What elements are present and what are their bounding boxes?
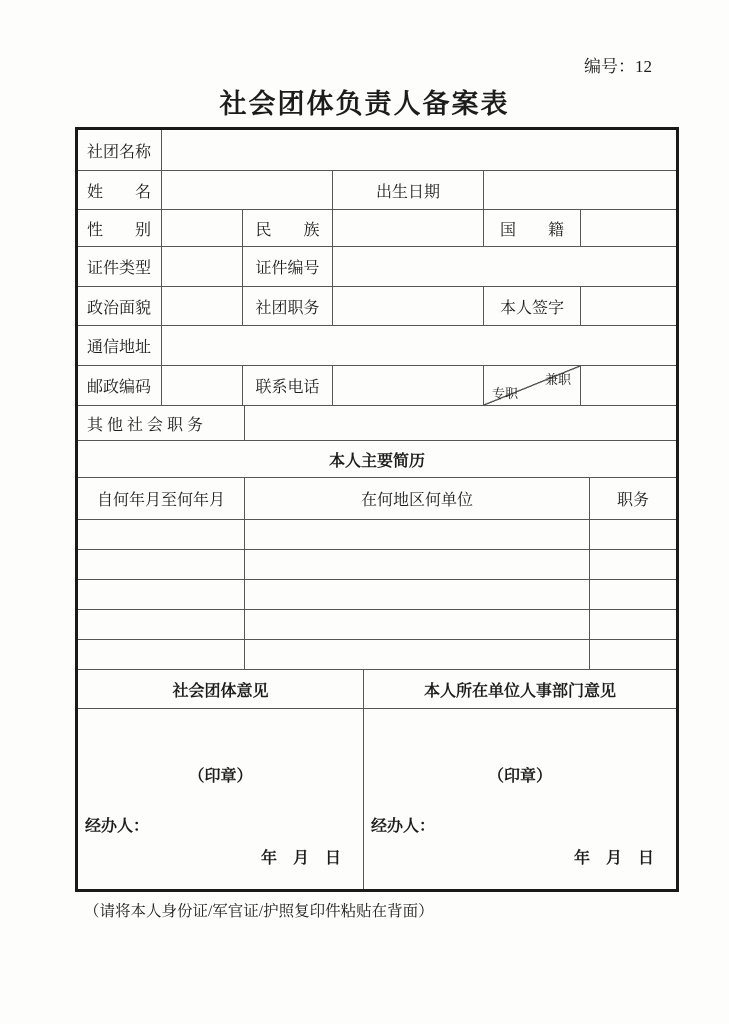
- full-time-label: 专职: [492, 386, 519, 401]
- resume-row: [78, 580, 676, 610]
- resume-position-cell: [590, 610, 676, 639]
- row-org-name: [78, 130, 676, 171]
- org-opinion-handler-label: 经办人：: [85, 818, 150, 835]
- ethnicity-value-cell: [333, 210, 484, 246]
- org-name-label: 社团名称: [78, 130, 162, 170]
- unit-hr-opinion-header: 本人所在单位人事部门意见: [423, 682, 616, 700]
- resume-period-cell: [78, 640, 245, 669]
- political-status-value-cell: [162, 287, 243, 325]
- nationality-label: 国 籍: [484, 210, 581, 246]
- form-title: 社会团体负责人备案表: [219, 89, 510, 119]
- doc-number: 编号：12: [584, 57, 652, 76]
- unit-hr-opinion-date-label: 年 月 日: [573, 850, 654, 867]
- row-other-positions: [78, 406, 676, 441]
- row-political-position-signature: [78, 287, 676, 326]
- resume-position-cell: [590, 580, 676, 609]
- nationality-value-cell: [581, 210, 676, 246]
- row-resume-headers: [78, 478, 676, 520]
- birth-date-label: 出生日期: [333, 171, 484, 209]
- resume-period-cell: [78, 580, 245, 609]
- resume-row: [78, 520, 676, 550]
- org-opinion-seal-label: （印章）: [188, 768, 253, 785]
- org-position-label: 社团职务: [243, 287, 333, 325]
- phone-label: 联系电话: [243, 366, 333, 405]
- row-opinion-bodies: [78, 709, 676, 889]
- postal-code-label: 邮政编码: [78, 366, 162, 405]
- unit-hr-opinion-seal-label: （印章）: [487, 768, 552, 785]
- org-opinion-date-label: 年 月 日: [260, 850, 341, 867]
- ethnicity-label: 民 族: [243, 210, 333, 246]
- resume-place-org-cell: [245, 580, 590, 609]
- resume-period-cell: [78, 550, 245, 579]
- resume-row: [78, 640, 676, 670]
- gender-value-cell: [162, 210, 243, 246]
- row-mailing-address: [78, 326, 676, 366]
- signature-label: 本人签字: [484, 287, 581, 325]
- footer-note: （请将本人身份证/军官证/护照复印件粘贴在背面）: [84, 903, 434, 920]
- id-number-label: 证件编号: [243, 247, 333, 286]
- unit-hr-opinion-handler-label: 经办人：: [371, 818, 436, 835]
- part-time-label: 兼职: [544, 372, 571, 387]
- name-label: 姓 名: [78, 171, 162, 209]
- resume-row: [78, 610, 676, 640]
- resume-period-cell: [78, 520, 245, 549]
- id-type-label: 证件类型: [78, 247, 162, 286]
- employment-type-diagonal-cell: [484, 366, 581, 405]
- resume-section-title: 本人主要简历: [328, 452, 425, 470]
- phone-value-cell: [333, 366, 484, 405]
- unit-hr-opinion-body-cell: [364, 709, 676, 889]
- id-type-value-cell: [162, 247, 243, 286]
- resume-row: [78, 550, 676, 580]
- row-name-birthdate: [78, 171, 676, 210]
- resume-place-org-cell: [245, 640, 590, 669]
- row-resume-title: [78, 441, 676, 478]
- resume-place-org-cell: [245, 520, 590, 549]
- resume-col-position-header: 职务: [616, 492, 649, 509]
- resume-position-cell: [590, 550, 676, 579]
- row-opinion-headers: [78, 670, 676, 709]
- mailing-address-label: 通信地址: [78, 326, 162, 365]
- resume-period-cell: [78, 610, 245, 639]
- other-positions-value-cell: [245, 406, 676, 440]
- resume-place-org-cell: [245, 550, 590, 579]
- other-positions-label: 其 他 社 会 职 务: [78, 406, 245, 440]
- resume-position-cell: [590, 520, 676, 549]
- id-number-value-cell: [333, 247, 676, 286]
- row-id: [78, 247, 676, 287]
- postal-code-value-cell: [162, 366, 243, 405]
- row-postal-phone: [78, 366, 676, 406]
- resume-place-org-cell: [245, 610, 590, 639]
- row-gender-ethnicity-nationality: [78, 210, 676, 247]
- org-opinion-body-cell: [78, 709, 364, 889]
- filing-form-table: [75, 127, 679, 892]
- signature-value-cell: [581, 287, 676, 325]
- employment-type-value-cell: [581, 366, 676, 405]
- birth-date-value-cell: [484, 171, 676, 209]
- political-status-label: 政治面貌: [78, 287, 162, 325]
- org-opinion-header: 社会团体意见: [78, 670, 364, 708]
- org-position-value-cell: [333, 287, 484, 325]
- mailing-address-value-cell: [162, 326, 676, 365]
- resume-col-period-header: 自何年月至何年月: [78, 478, 245, 519]
- resume-col-place-org-header: 在何地区何单位: [245, 478, 590, 519]
- resume-position-cell: [590, 640, 676, 669]
- name-value-cell: [162, 171, 333, 209]
- gender-label: 性 别: [78, 210, 162, 246]
- org-name-value-cell: [162, 130, 676, 170]
